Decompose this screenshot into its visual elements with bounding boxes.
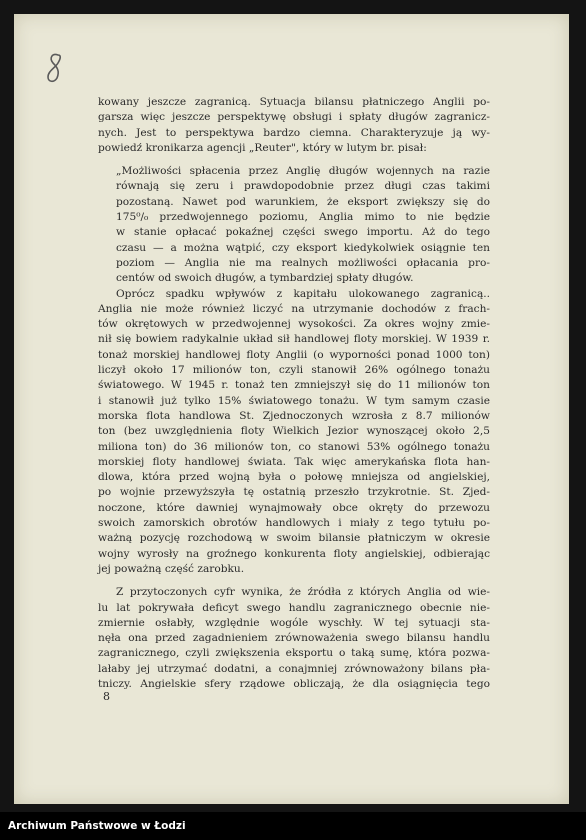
paragraph-3 <box>98 585 490 600</box>
paragraph-3-cont <box>98 601 490 693</box>
text-line: Anglia nie może również liczyć na utrzymanie dochodów z frach- <box>98 302 490 315</box>
text-line: w stanie opłacać pokaźnej części swego importu. Aż do tego <box>116 226 490 239</box>
text-line: lałaby jej utrzymać dodatni, a conajmniej zrównoważony bilans pła- <box>98 662 490 675</box>
text-line: tniczy. Angielskie sfery rządowe obliczają, że dla osiągnięcia tego <box>98 677 490 690</box>
page-number: 8 <box>103 690 110 703</box>
text-line: wojny wyrosły na groźnego konkurenta floty angielskiej, odbierając <box>98 547 490 560</box>
text-line: poziom — Anglia nie ma realnych możliwości opłacania pro- <box>116 256 490 269</box>
text-line: światowego. W 1945 r. tonaż ten zmniejszył się do 11 milionów ton <box>98 379 490 392</box>
text-line: liczył około 17 milionów ton, czyli stanowił 26% ogólnego tonażu <box>98 364 490 377</box>
text-line: nych. Jest to perspektywa bardzo ciemna. Charakteryzuje ją wy- <box>98 126 490 139</box>
text-line: morskiej floty handlowej świata. Tak więc amerykańska flota han- <box>98 455 490 468</box>
article-text <box>98 95 490 692</box>
text-line: lu lat pokrywała deficyt swego handlu zagranicznego obecnie nie- <box>98 601 490 614</box>
text-line: czasu — a można wątpić, czy eksport kiedykolwiek osiągnie ten <box>116 241 490 254</box>
text-line: nił się bowiem radykalnie układ sił handlowej floty morskiej. W 1939 r. <box>98 333 490 346</box>
text-line: Oprócz spadku wpływów z kapitału ulokowanego zagranicą.. <box>116 287 490 300</box>
text-line: ton (bez uwzględnienia floty Wielkich Jezior wynoszącej około 2,5 <box>98 425 490 438</box>
text-line: nęła ona przed zagadnieniem zrównoważenia swego bilansu handlu <box>98 632 490 645</box>
text-line: zmiernie osłabły, względnie wogóle wyschły. W tej sytuacji sta- <box>98 616 490 629</box>
text-line: „Możliwości spłacenia przez Anglię długów wojennych na razie <box>116 165 490 178</box>
text-line: pozostaną. Nawet pod warunkiem, że eksport zwiększy się do <box>116 195 490 208</box>
text-line: garsza więc jeszcze perspektywę obsługi i spłaty długów zagranicz- <box>98 111 490 124</box>
text-line: ważną pozycję rozchodową w swoim bilansie płatniczym w okresie <box>98 532 490 545</box>
text-line: jej poważną część zarobku. <box>98 562 245 575</box>
text-line: dlowa, która przed wojną była o połowę mniejsza od angielskiej, <box>98 471 490 484</box>
text-line: po wojnie przewyższyła tę ostatnią przeszło trzykrotnie. St. Zjed- <box>98 486 490 499</box>
text-line: swoich zamorskich obrotów handlowych i miały z tego tytułu po- <box>98 517 490 530</box>
quote-paragraph <box>98 164 490 286</box>
text-line: zagranicznego, czyli zwiększenia eksportu o taką sumę, która pozwa- <box>98 647 490 660</box>
paragraph-2-cont <box>98 302 490 577</box>
text-line: 175⁰/₀ przedwojennego poziomu, Anglia mimo to nie będzie <box>116 211 490 224</box>
text-line: centów od swoich długów, a tymbardziej spłaty długów. <box>116 272 414 285</box>
paragraph-1 <box>98 95 490 156</box>
text-line: tonaż morskiej handlowej floty Anglii (o wyporności ponad 1000 ton) <box>98 348 490 361</box>
paragraph-2 <box>98 287 490 302</box>
text-line: równają się zeru i prawdopodobnie przez długi czas takimi <box>116 180 490 193</box>
text-line: tów okrętowych w przedwojennej wysokości. Za okres wojny zmie- <box>98 318 490 331</box>
text-line: miliona ton) do 36 milionów ton, co stanowi 53% ogólnego tonażu <box>98 440 490 453</box>
text-line: Z przytoczonych cyfr wynika, że źródła z których Anglia od wie- <box>116 586 490 599</box>
text-line: morska flota handlowa St. Zjednoczonych wzrosła z 8.7 milionów <box>98 409 490 422</box>
text-line: powiedź kronikarza agencji „Reuter", który w lutym br. pisał: <box>98 141 427 154</box>
archive-footer-label: Archiwum Państwowe w Łodzi <box>0 812 586 840</box>
text-line: kowany jeszcze zagranicą. Sytuacja bilansu płatniczego Anglii po- <box>98 96 490 108</box>
text-line: noczone, które dawniej wynajmowały obce okręty do przewozu <box>98 501 490 514</box>
handwritten-page-number <box>44 52 66 86</box>
text-line: i stanowił już tylko 15% światowego tonażu. W tym samym czasie <box>98 394 490 407</box>
